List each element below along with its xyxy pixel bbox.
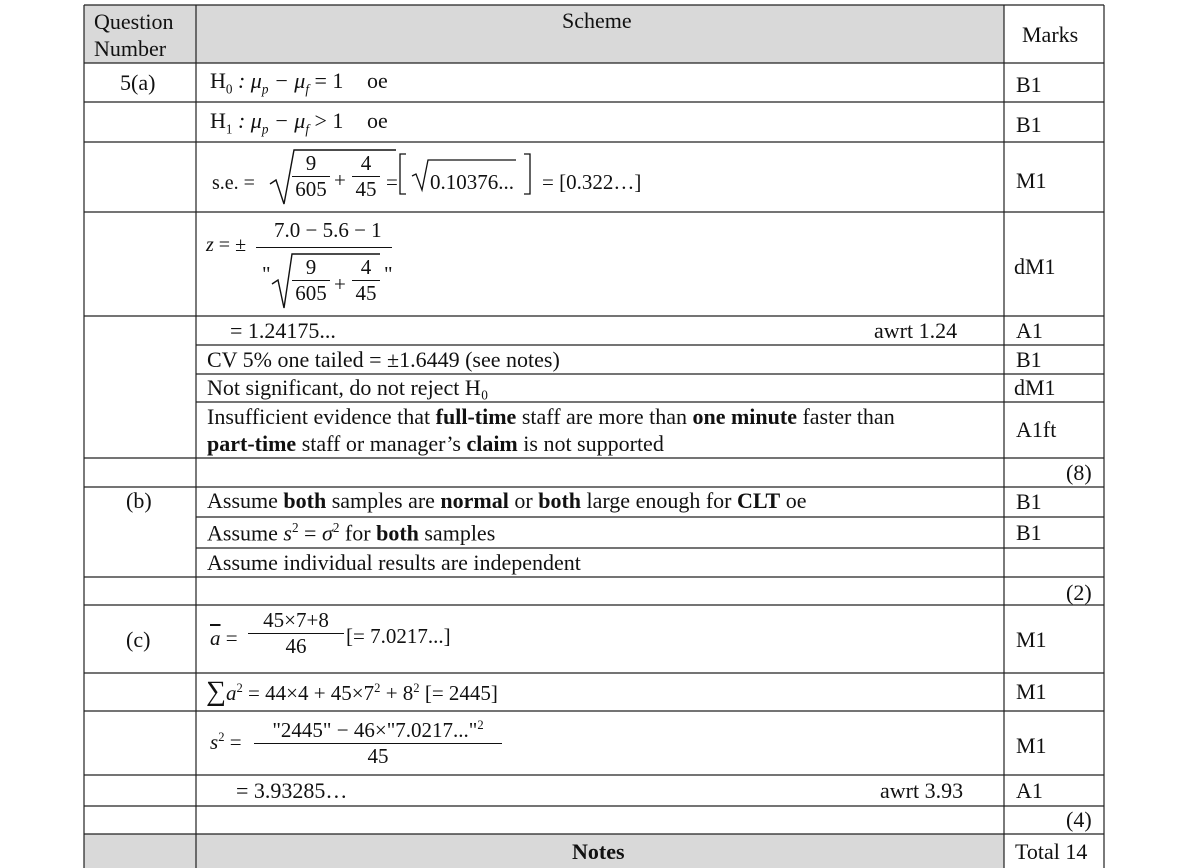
se-plus: +	[334, 168, 346, 192]
question-label-c: (c)	[126, 627, 151, 652]
h0-expr: : μ	[232, 68, 262, 93]
h1-oe: oe	[366, 108, 388, 133]
h0-oe: oe	[366, 68, 388, 93]
header-question-number: Question Number	[94, 9, 174, 61]
h1-mark: B1	[1016, 112, 1042, 137]
z-quote-left: "	[262, 262, 271, 286]
sum-mark: M1	[1016, 679, 1047, 704]
se-result: = [0.322…]	[542, 170, 642, 194]
part-c-total: (4)	[1066, 807, 1092, 832]
assumption-1-mark: B1	[1016, 489, 1042, 514]
z-quote-right: "	[384, 262, 393, 286]
h1-rest: > 1	[309, 108, 344, 133]
assumption-1: Assume both samples are normal or both large enough for CLT oe	[207, 488, 807, 513]
total-marks: Total 14	[1015, 839, 1088, 864]
s2-lhs: $s^2$ =	[210, 730, 242, 754]
z-value: = 1.24175...	[230, 318, 336, 343]
header-marks: Marks	[1022, 22, 1079, 47]
not-significant-mark: dM1	[1014, 375, 1056, 400]
h1-sub: 1	[225, 121, 233, 137]
critical-value-mark: B1	[1016, 347, 1042, 372]
se-frac-1: 9 605	[292, 151, 330, 202]
h0-hypothesis: $H_0$ : $\mu_p - \mu_f = 1$ oe	[210, 68, 388, 97]
z-frac-2: 4 45	[352, 255, 380, 306]
conclusion-mark: A1ft	[1016, 417, 1057, 442]
s2-value-awrt: awrt 3.93	[880, 778, 964, 803]
h0-sub: 0	[225, 81, 233, 97]
se-frac-2: 4 45	[352, 151, 380, 202]
z-plus: +	[334, 272, 346, 296]
abar-fraction: 45×7+8 46	[248, 608, 344, 659]
conclusion-line-2: part-time staff or manager’s claim is not supported	[207, 431, 664, 456]
z-mark: dM1	[1014, 254, 1056, 279]
abar-mark: M1	[1016, 627, 1047, 652]
se-mark: M1	[1016, 168, 1047, 193]
header-scheme: Scheme	[562, 8, 632, 33]
abar-lhs: $\overline{a}$ =	[210, 626, 238, 650]
abar-result: [= 7.0217...]	[346, 624, 451, 648]
h0-mark: B1	[1016, 72, 1042, 97]
se-eq: =	[386, 170, 398, 194]
critical-value: CV 5% one tailed = ±1.6449 (see notes)	[207, 347, 560, 372]
notes-heading: Notes	[572, 839, 625, 864]
h1-lhs: H	[210, 108, 226, 133]
z-value-mark: A1	[1016, 318, 1043, 343]
sum-a-squared: $\sum a^2 = 44\times 4 + 45\times 7^2 + 8^2$ [= 2445]	[206, 676, 498, 707]
h1-hypothesis: $H_1$ : $\mu_p - \mu_f > 1$ oe	[210, 108, 388, 137]
z-numerator: 7.0 − 5.6 − 1	[274, 218, 382, 242]
z-frac-1: 9 605	[292, 255, 330, 306]
h0-lhs: H	[210, 68, 226, 93]
z-value-awrt: awrt 1.24	[874, 318, 958, 343]
not-significant: Not significant, do not reject H₀	[207, 375, 489, 400]
s2-value: = 3.93285…	[236, 778, 348, 803]
h0-rest: = 1	[309, 68, 344, 93]
se-sqrt-value: 0.10376...	[430, 170, 514, 194]
h1-expr: : μ	[232, 108, 262, 133]
question-label-5a: 5(a)	[120, 70, 156, 95]
z-prefix: z = ±	[206, 234, 247, 256]
part-a-total: (8)	[1066, 460, 1092, 485]
s2-fraction: "2445" − 46×"7.0217..."$^2$ 45	[254, 718, 502, 769]
part-b-total: (2)	[1066, 580, 1092, 605]
question-label-b: (b)	[126, 488, 152, 513]
assumption-3: Assume individual results are independent	[207, 550, 581, 575]
z-main-bar	[256, 247, 392, 248]
se-prefix: s.e. =	[212, 172, 255, 194]
conclusion-line-1: Insufficient evidence that full-time staff are more than one minute faster than	[207, 404, 895, 429]
assumption-2-mark: B1	[1016, 520, 1042, 545]
assumption-2: Assume $s^2 = \sigma^2$ for both samples	[207, 520, 496, 546]
s2-value-mark: A1	[1016, 778, 1043, 803]
s2-mark: M1	[1016, 733, 1047, 758]
